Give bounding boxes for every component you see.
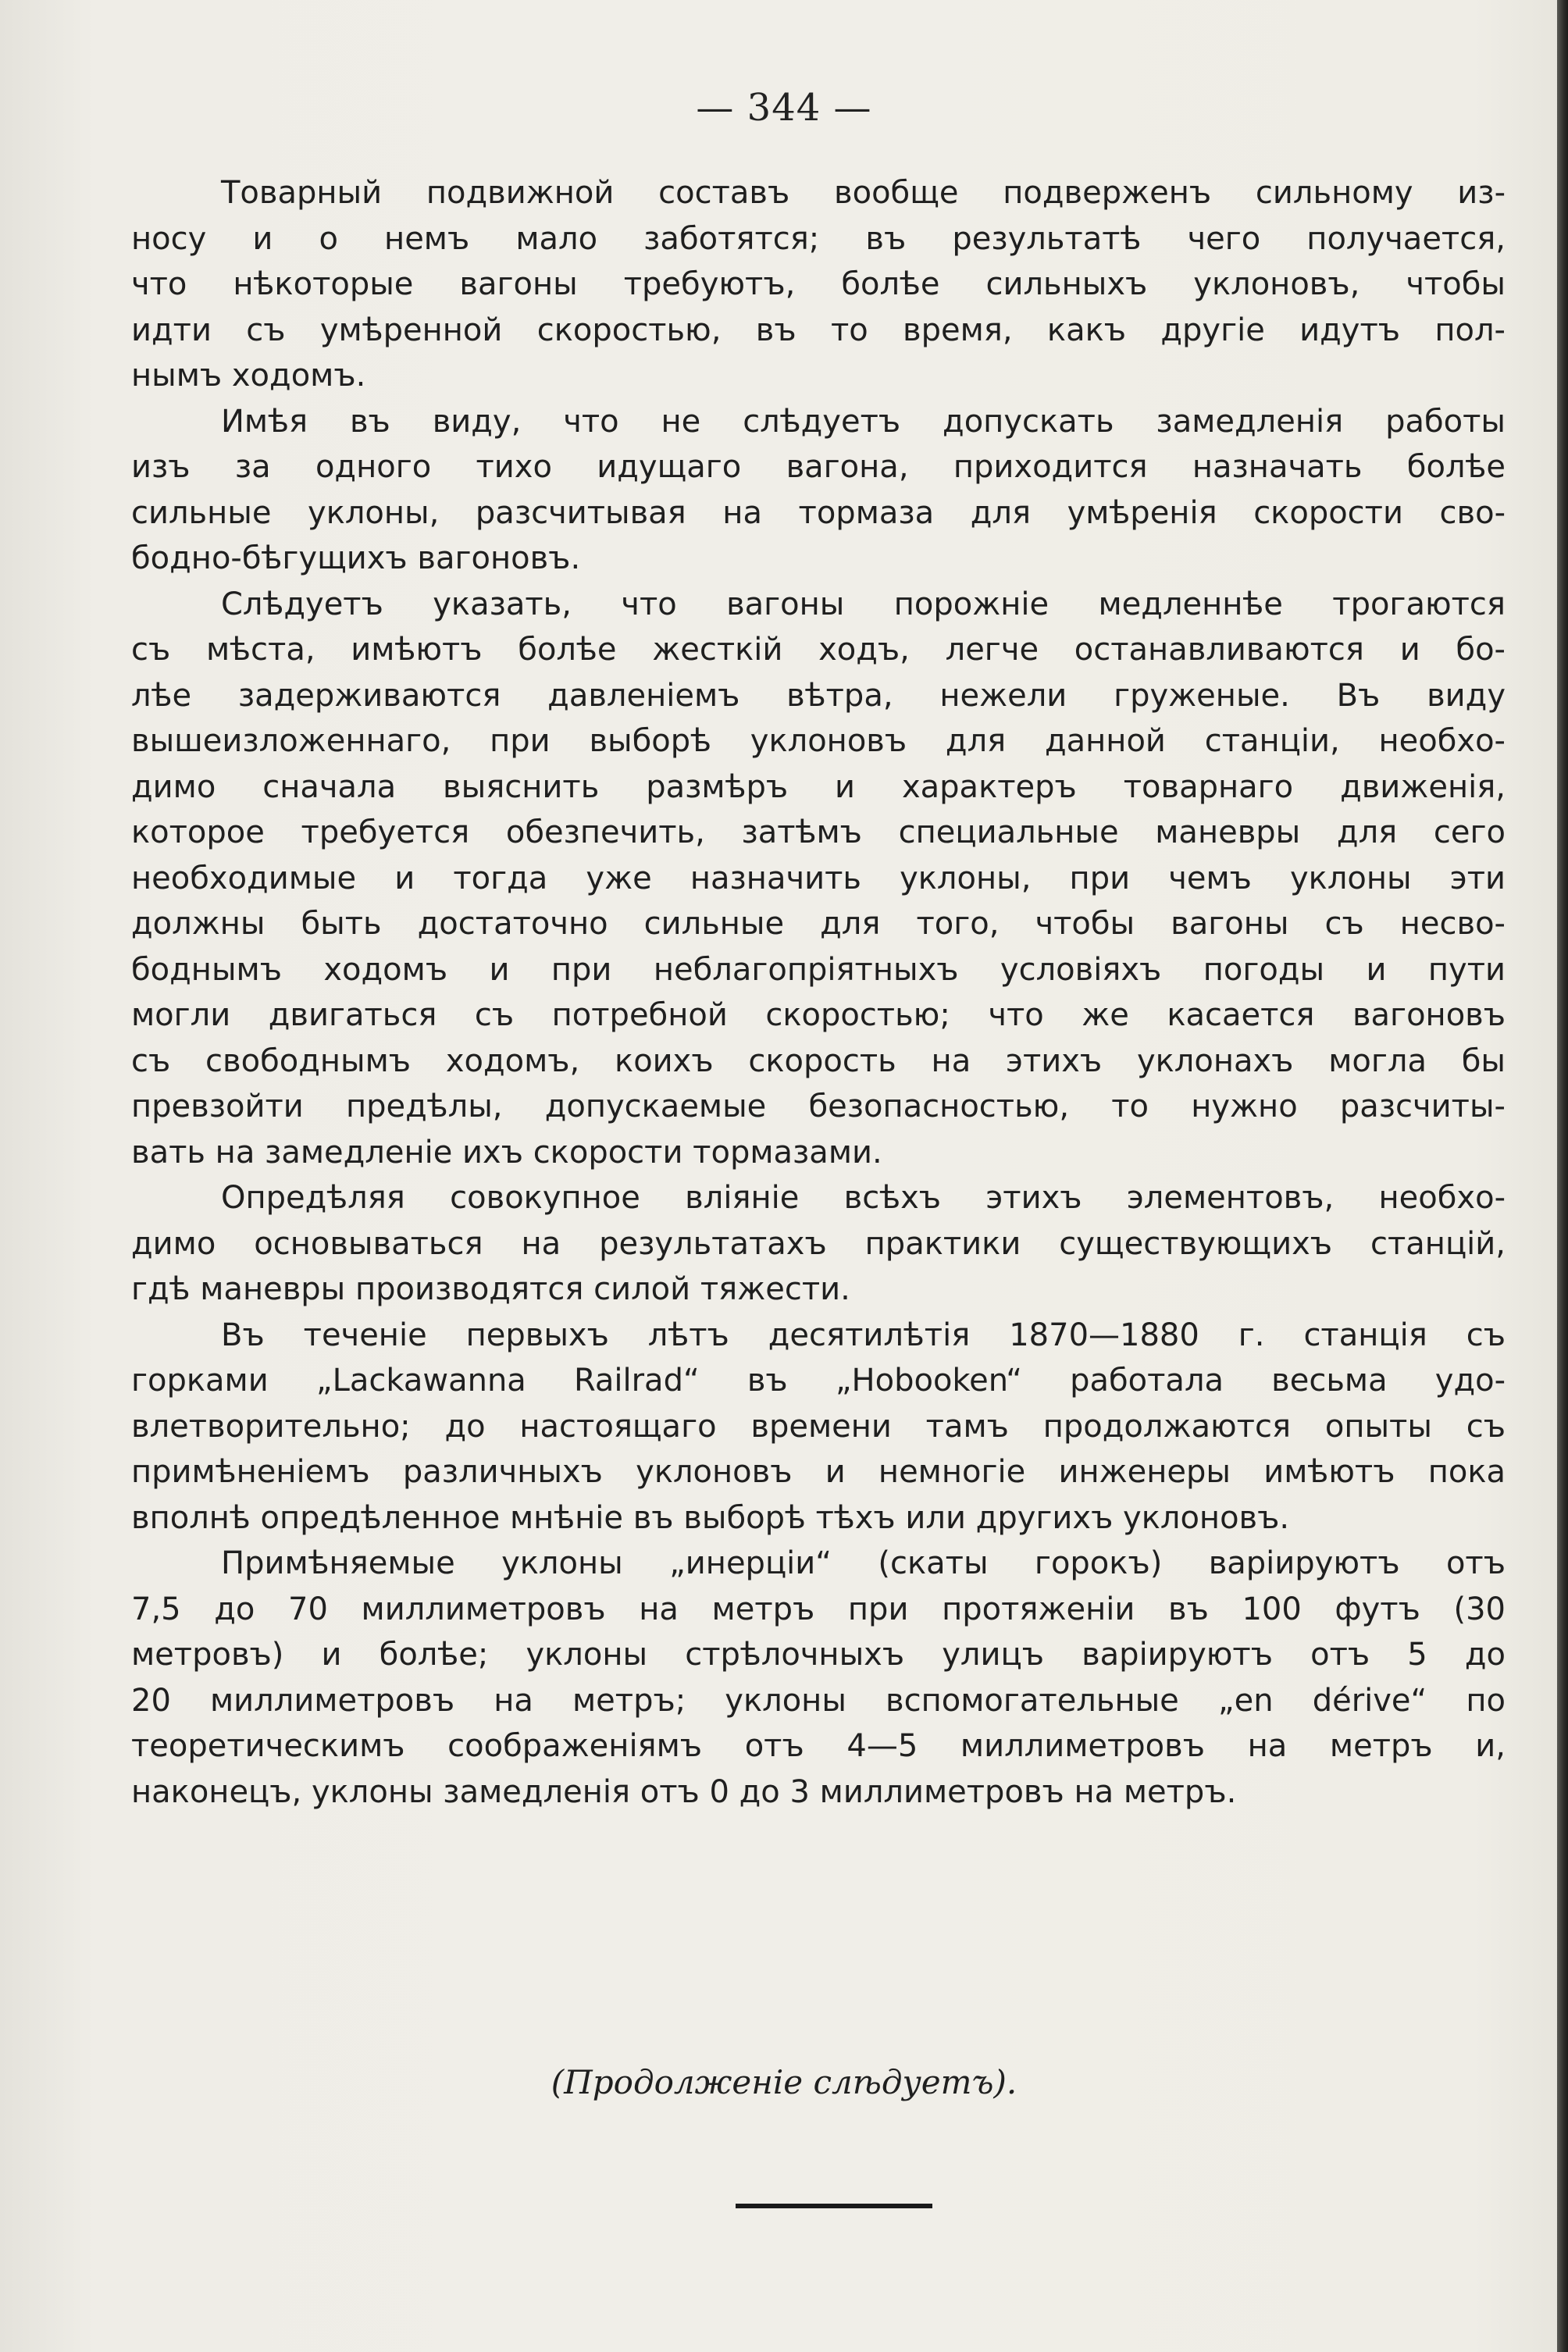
text-line: Въ теченіе первыхъ лѣтъ десятилѣтія 1870—1880 г. станція съ <box>221 1317 1506 1353</box>
text-line: превзойти предѣлы, допускаемые безопасностью, то нужно разсчиты- <box>131 1089 1506 1124</box>
text-line: носу и о немъ мало заботятся; въ результатѣ чего получается, <box>131 220 1506 257</box>
paragraph-4 <box>131 1175 1506 1313</box>
text-line: примѣненіемъ различныхъ уклоновъ и немногіе инженеры имѣютъ пока <box>131 1454 1506 1490</box>
text-line: должны быть достаточно сильные для того, чтобы вагоны съ несво- <box>131 906 1506 942</box>
text-line: вать на замедленіе ихъ скорости тормазами. <box>131 1134 882 1171</box>
text-line: гдѣ маневры производятся силой тяжести. <box>131 1271 850 1307</box>
text-line: Товарный подвижной составъ вообще подверженъ сильному из- <box>221 175 1506 211</box>
text-line: вполнѣ опредѣленное мнѣніе въ выборѣ тѣхъ или другихъ уклоновъ. <box>131 1499 1290 1536</box>
text-line: необходимые и тогда уже назначить уклоны, при чемъ уклоны эти <box>131 860 1506 896</box>
text-line: Примѣняемые уклоны „инерціи“ (скаты горокъ) варіируютъ отъ <box>221 1545 1506 1581</box>
paragraph-3 <box>131 582 1506 1176</box>
text-line: съ свободнымъ ходомъ, коихъ скорость на этихъ уклонахъ могла бы <box>131 1042 1506 1079</box>
text-line: метровъ) и болѣе; уклоны стрѣлочныхъ улицъ варіируютъ отъ 5 до <box>131 1637 1506 1673</box>
text-line: бодно-бѣгущихъ вагоновъ. <box>131 540 581 576</box>
end-rule-divider <box>736 2204 932 2208</box>
paragraph-1 <box>131 170 1506 399</box>
text-line: которое требуется обезпечить, затѣмъ специальные маневры для сего <box>131 814 1506 850</box>
text-line: могли двигаться съ потребной скоростью; что же касается вагоновъ <box>131 997 1506 1033</box>
text-line: сильные уклоны, разсчитывая на тормаза для умѣренія скорости сво- <box>131 494 1506 531</box>
continued-note: (Продолженіе слѣдуетъ). <box>551 2063 1017 2101</box>
body-text <box>131 170 1506 1815</box>
text-line: нымъ ходомъ. <box>131 358 366 394</box>
book-edge-shadow <box>1557 0 1568 2352</box>
text-line: димо основываться на результатахъ практики существующихъ станцій, <box>131 1225 1506 1262</box>
text-line: вышеизложеннаго, при выборѣ уклоновъ для данной станціи, необхо- <box>131 723 1506 759</box>
text-line: боднымъ ходомъ и при неблагопріятныхъ условіяхъ погоды и пути <box>131 951 1506 988</box>
text-line: димо сначала выяснить размѣръ и характеръ товарнаго движенія, <box>131 768 1506 805</box>
text-line: изъ за одного тихо идущаго вагона, приходится назначать болѣе <box>131 449 1506 485</box>
paragraph-5 <box>131 1313 1506 1541</box>
text-line: съ мѣста, имѣютъ болѣе жесткій ходъ, легче останавливаются и бо- <box>131 632 1506 668</box>
text-line: 20 миллиметровъ на метръ; уклоны вспомогательные „en dérive“ по <box>131 1682 1506 1719</box>
paragraph-2 <box>131 399 1506 582</box>
text-line: Опредѣляя совокупное вліяніе всѣхъ этихъ элементовъ, необхо- <box>221 1180 1506 1216</box>
paragraph-6 <box>131 1541 1506 1815</box>
text-line: Слѣдуетъ указать, что вагоны порожніе медленнѣе трогаются <box>221 586 1506 622</box>
text-line: что нѣкоторые вагоны требуютъ, болѣе сильныхъ уклоновъ, чтобы <box>131 266 1506 302</box>
page-number: — 344 — <box>696 86 872 130</box>
text-line: 7,5 до 70 миллиметровъ на метръ при протяженіи въ 100 футъ (30 <box>131 1591 1506 1627</box>
text-line: наконецъ, уклоны замедленія отъ 0 до 3 миллиметровъ на метръ. <box>131 1773 1237 1810</box>
text-line: теоретическимъ соображеніямъ отъ 4—5 миллиметровъ на метръ и, <box>131 1728 1506 1764</box>
text-line: идти съ умѣренной скоростью, въ то время, какъ другіе идутъ пол- <box>131 312 1506 348</box>
text-line: влетворительно; до настоящаго времени тамъ продолжаются опыты съ <box>131 1408 1506 1445</box>
text-line: Имѣя въ виду, что не слѣдуетъ допускать замедленія работы <box>221 403 1506 440</box>
text-line: горками „Lackawanna Railrad“ въ „Hobooken“ работала весьма удо- <box>131 1363 1506 1399</box>
text-line: лѣе задерживаются давленіемъ вѣтра, нежели груженые. Въ виду <box>131 677 1506 714</box>
